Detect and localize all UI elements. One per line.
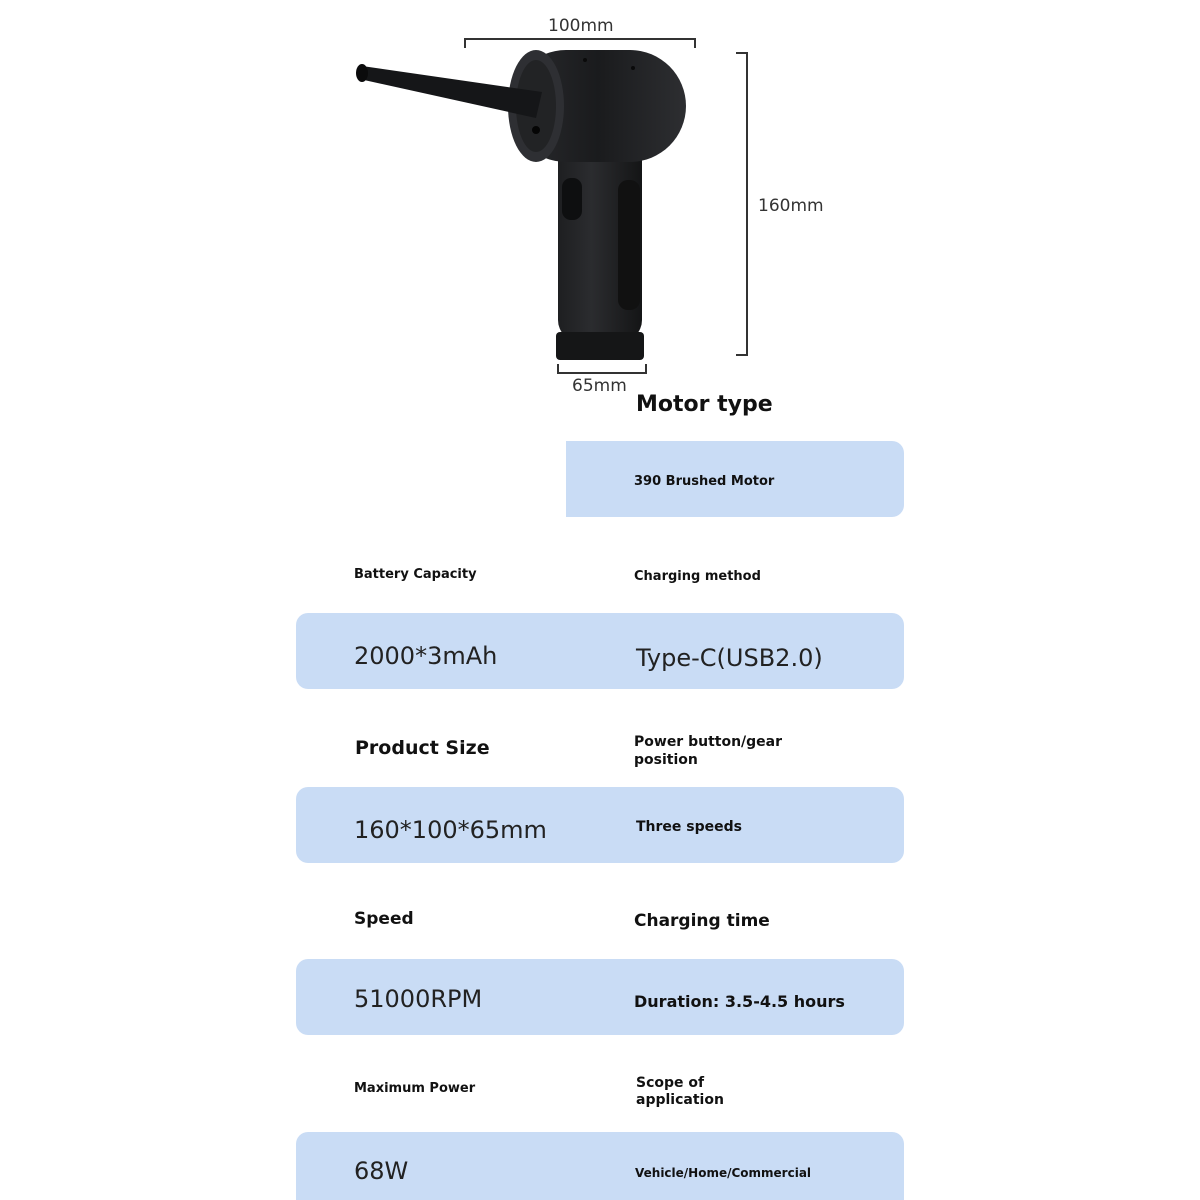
motor-type-value: 390 Brushed Motor (634, 474, 775, 489)
height-dimension-label: 160mm (758, 196, 824, 216)
max-power-label: Maximum Power (354, 1081, 476, 1096)
charging-method-label: Charging method (634, 569, 761, 584)
speed-label: Speed (354, 909, 414, 929)
product-size-value: 160*100*65mm (354, 816, 547, 844)
scope-value: Vehicle/Home/Commercial (635, 1166, 812, 1180)
product-image (340, 10, 780, 390)
grip-texture (618, 180, 640, 310)
base-dimension-line (557, 364, 647, 374)
base-ring (556, 332, 644, 360)
power-button-label: Power button/gear position (634, 734, 783, 768)
speed-value: 51000RPM (354, 985, 483, 1013)
power-button-icon (562, 178, 582, 220)
power-button-value: Three speeds (636, 819, 742, 835)
width-dimension-line (464, 38, 696, 48)
charging-time-value: Duration: 3.5-4.5 hours (634, 992, 845, 1011)
motor-type-label: Motor type (636, 392, 773, 417)
base-dimension-label: 65mm (572, 376, 627, 396)
charging-time-label: Charging time (634, 911, 770, 931)
scope-label: Scope of application (636, 1075, 724, 1108)
charging-method-value: Type-C(USB2.0) (636, 644, 823, 672)
battery-capacity-value: 2000*3mAh (354, 642, 498, 670)
width-dimension-label: 100mm (548, 16, 614, 36)
max-power-value: 68W (354, 1157, 409, 1185)
height-dimension-line (736, 52, 748, 356)
battery-capacity-label: Battery Capacity (354, 567, 477, 582)
product-size-label: Product Size (355, 737, 490, 759)
